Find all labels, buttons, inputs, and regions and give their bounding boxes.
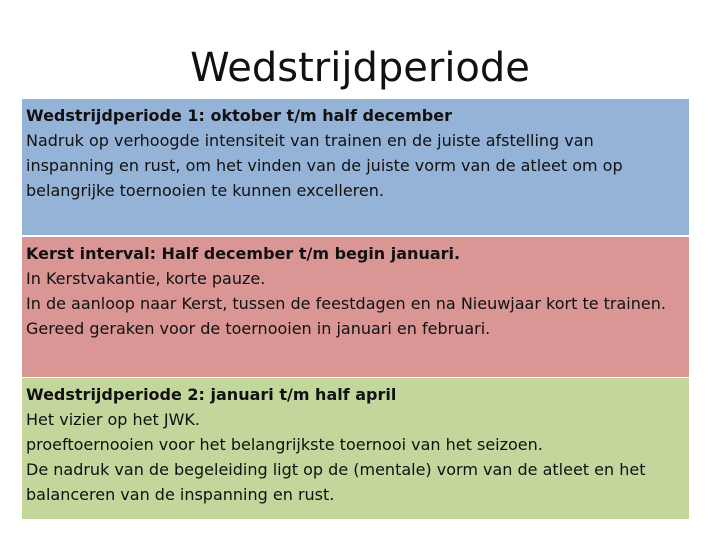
slide-title: Wedstrijdperiode xyxy=(190,45,530,91)
block-text-line: Nadruk op verhoogde intensiteit van trainen en de juiste afstelling van xyxy=(26,131,594,150)
block-heading: Wedstrijdperiode 1: oktober t/m half december xyxy=(26,106,452,125)
block-text-line: In Kerstvakantie, korte pauze. xyxy=(26,269,266,288)
block-text-line: inspanning en rust, om het vinden van de juiste vorm van de atleet om op xyxy=(26,156,623,175)
period-block-wedstrijdperiode-1 xyxy=(22,99,689,235)
block-text-line: In de aanloop naar Kerst, tussen de feestdagen en na Nieuwjaar kort te trainen. xyxy=(26,294,666,313)
block-text-line: proeftoernooien voor het belangrijkste toernooi van het seizoen. xyxy=(26,435,543,454)
block-text-line: De nadruk van de begeleiding ligt op de (mentale) vorm van de atleet en het xyxy=(26,460,646,479)
block-text-line: Het vizier op het JWK. xyxy=(26,410,200,429)
block-text-line: belangrijke toernooien te kunnen excelleren. xyxy=(26,181,384,200)
block-heading: Wedstrijdperiode 2: januari t/m half april xyxy=(26,385,397,404)
block-text-line: Gereed geraken voor de toernooien in januari en februari. xyxy=(26,319,491,338)
period-block-kerst-interval xyxy=(22,237,689,377)
block-heading: Kerst interval: Half december t/m begin januari. xyxy=(26,244,461,263)
period-block-wedstrijdperiode-2 xyxy=(22,378,689,519)
block-text-line: balanceren van de inspanning en rust. xyxy=(26,485,335,504)
